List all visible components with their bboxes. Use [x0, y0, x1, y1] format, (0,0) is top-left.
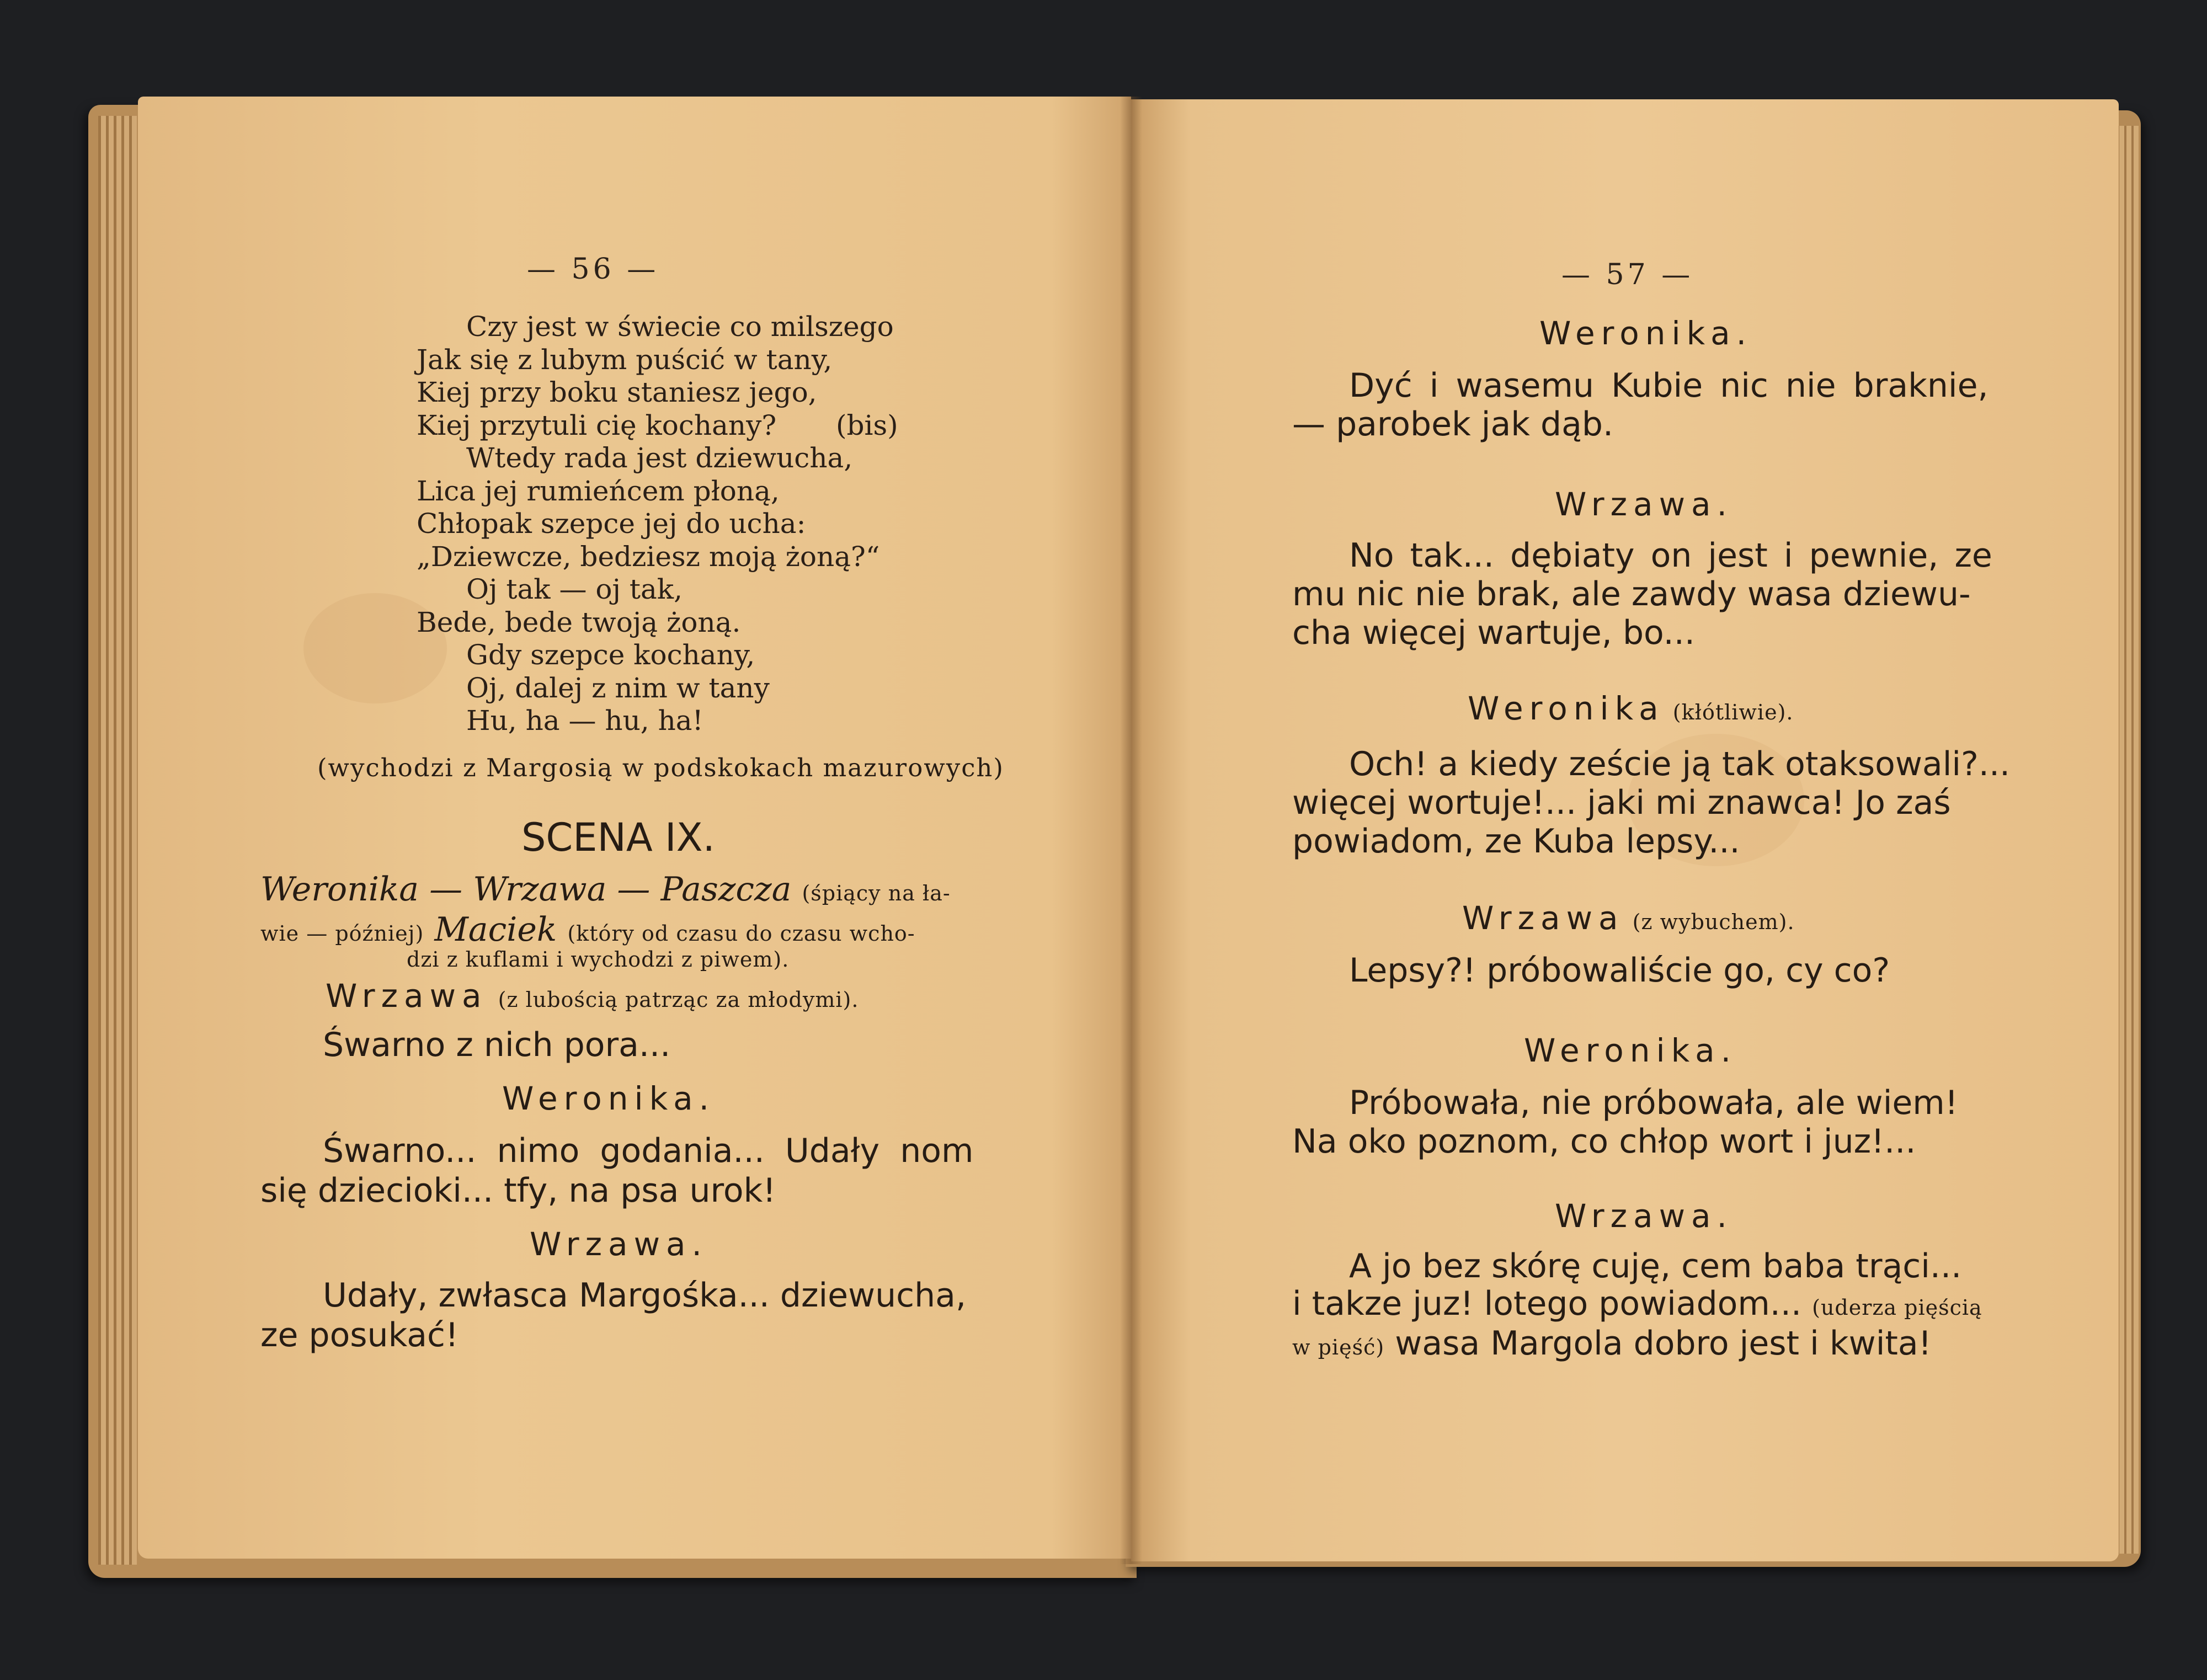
verse-line: Gdy szepce kochany, [466, 639, 755, 671]
cast-note: (który od czasu do czasu wcho- [567, 921, 915, 946]
dialogue-line [1292, 1284, 1982, 1323]
dialogue-text: wasa Margola dobro jest i kwita! [1395, 1324, 1932, 1363]
speaker-name: Weronika. [1524, 1032, 1737, 1069]
verse-line [417, 409, 898, 442]
dialogue-line: więcej wortuje!... jaki mi znawca! Jo zaś [1292, 783, 1951, 822]
verse-line: Lica jej rumieńcem płoną, [417, 474, 780, 507]
speaker-name: Weronika. [1539, 314, 1753, 352]
scene-title: SCENA IX. [521, 815, 715, 860]
cast-line-3: dzi z kuflami i wychodzi z piwem). [407, 947, 790, 972]
song-verse [417, 311, 898, 738]
verse-line: Oj tak — oj tak, [466, 573, 683, 605]
speaker-name: Wrzawa [326, 977, 488, 1015]
dialogue-line: — parobek jak dąb. [1292, 405, 1614, 444]
verse-line: Oj, dalej z nim w tany [466, 671, 770, 704]
verse-line: Hu, ha — hu, ha! [466, 705, 703, 737]
speaker-line [326, 977, 859, 1015]
dialogue-line: Dyć i wasemu Kubie nic nie braknie, [1349, 366, 1989, 405]
verse-line: Czy jest w świecie co milszego [466, 311, 894, 343]
left-page [138, 97, 1131, 1559]
page-number: — 56 — [527, 253, 659, 286]
right-page [1131, 99, 2119, 1561]
dialogue-line: Lepsy?! próbowaliście go, cy co? [1349, 951, 1890, 990]
dialogue-line: się dziecioki... tfy, na psa urok! [260, 1171, 776, 1210]
speaker-name: Wrzawa [1462, 899, 1624, 937]
verse-line: Jak się z lubym puścić w tany, [417, 343, 833, 376]
dialogue-line: A jo bez skórę cuję, cem baba trąci... [1349, 1247, 1962, 1286]
bis-marker: (bis) [836, 409, 898, 441]
cast-line-1 [260, 870, 951, 909]
stage-note: w pięść) [1292, 1335, 1385, 1359]
speaker-line [1468, 690, 1793, 727]
cast-names: Weronika — Wrzawa — Paszcza [260, 870, 792, 909]
page-number: — 57 — [1561, 258, 1694, 291]
book-gutter [1120, 97, 1142, 1564]
verse-line: Kiej przy boku staniesz jego, [417, 376, 817, 408]
dialogue-line: Och! a kiedy zeście ją tak otaksowali?... [1349, 745, 2011, 783]
speaker-name: Weronika. [502, 1080, 716, 1117]
dialogue-line [1292, 1324, 1932, 1363]
speaker-note: (z lubością patrząc za młodymi). [498, 988, 859, 1012]
speaker-line [1462, 899, 1795, 937]
speaker-name: Wrzawa. [1555, 486, 1733, 523]
verse-line-text: Kiej przytuli cię kochany? [417, 409, 777, 441]
dialogue-line: Próbowała, nie próbowała, ale wiem! [1349, 1084, 1958, 1122]
dialogue-line: Na oko poznom, co chłop wort i juz!... [1292, 1122, 1916, 1161]
cast-note: wie — później) [260, 921, 424, 946]
speaker-note: (z wybuchem). [1632, 910, 1795, 934]
dialogue-line: Śwarno z nich pora... [323, 1026, 671, 1064]
stage-direction: (wychodzi z Margosią w podskokach mazurowych) [317, 753, 1004, 782]
speaker-note: (kłótliwie). [1672, 700, 1794, 724]
dialogue-line: No tak... dębiaty on jest i pewnie, ze [1349, 536, 1992, 575]
speaker-name: Wrzawa. [530, 1225, 708, 1263]
dialogue-text: i takze juz! lotego powiadom... [1292, 1284, 1802, 1323]
dialogue-line: Śwarno... nimo godania... Udały nom [323, 1132, 974, 1170]
stage-note: (uderza pięścią [1812, 1295, 1982, 1320]
verse-line: Chłopak szepce jej do ucha: [417, 508, 806, 540]
speaker-name: Weronika [1468, 690, 1665, 727]
cast-note: (śpiący na ła- [802, 881, 951, 905]
dialogue-line: mu nic nie brak, ale zawdy wasa dziewu- [1292, 575, 1971, 614]
speaker-name: Wrzawa. [1555, 1197, 1733, 1235]
verse-line: Wtedy rada jest dziewucha, [466, 442, 853, 474]
dialogue-line: powiadom, ze Kuba lepsy... [1292, 822, 1740, 861]
dialogue-line: ze posukać! [260, 1316, 459, 1354]
dialogue-line: Udały, zwłasca Margośka... dziewucha, [323, 1276, 967, 1315]
dialogue-line: cha więcej wartuje, bo... [1292, 614, 1695, 652]
cast-name-maciek: Maciek [434, 910, 557, 949]
cast-line-2 [260, 910, 915, 949]
verse-line: Bede, bede twoją żoną. [417, 606, 741, 638]
verse-line: „Dziewcze, bedziesz moją żoną?“ [417, 540, 880, 573]
